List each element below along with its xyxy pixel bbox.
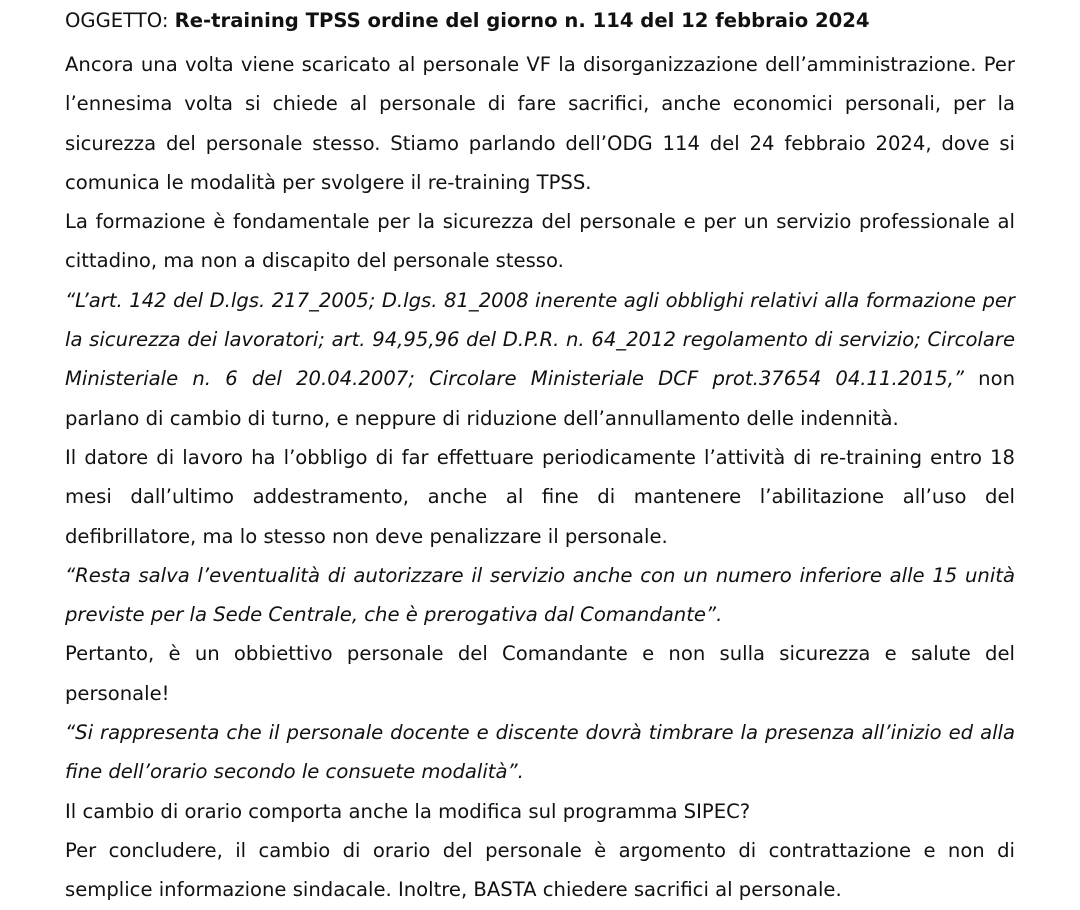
quote-commander: “Resta salva l’eventualità di autorizzare il servizio anche con un numero inferiore alle 15 unità previste per la Sede Centrale, che è prerogativa dal Comandante”. bbox=[65, 563, 1015, 627]
paragraph-therefore: Pertanto, è un obbiettivo personale del Comandante e non sulla sicurezza e salute del personale! bbox=[65, 642, 1015, 705]
subject-line bbox=[65, 6, 1015, 36]
paragraph-training: La formazione è fondamentale per la sicurezza del personale e per un servizio professionale al cittadino, ma non a discapito del personale stesso. bbox=[65, 210, 1015, 273]
paragraph-legal-references bbox=[65, 281, 1015, 438]
legal-quote-tail: non parlano di cambio di turno, e neppure di riduzione dell’annullamento delle indennità. bbox=[65, 367, 1015, 430]
paragraph-sipec: Il cambio di orario comporta anche la modifica sul programma SIPEC? bbox=[65, 799, 751, 823]
paragraph-employer: Il datore di lavoro ha l’obbligo di far effettuare periodicamente l’attività di re-training entro 18 mesi dall’ultimo addestramento, anche al fine di mantenere l’abilitazione all’uso del defibrillatore, ma lo stesso non deve penalizzare il personale. bbox=[65, 445, 1015, 548]
legal-quote: “L’art. 142 del D.lgs. 217_2005; D.lgs. 81_2008 inerente agli obblighi relativi alla formazione per la sicurezza dei lavoratori; art. 94,95,96 del D.P.R. n. 64_2012 regolamento di servizio; Circolare Ministeriale n. 6 del 20.04.2007; Circolare Ministeriale DCF prot.37654 04.11.2015,” bbox=[65, 288, 1015, 391]
subject-label: OGGETTO: bbox=[65, 9, 175, 32]
paragraph-conclusion: Per concludere, il cambio di orario del personale è argomento di contrattazione e non di semplice informazione sindacale. Inoltre, BASTA chiedere sacrifici al personale. bbox=[65, 838, 1015, 902]
subject-title: Re-training TPSS ordine del giorno n. 114 del 12 febbraio 2024 bbox=[174, 9, 870, 32]
document-body bbox=[65, 6, 1015, 910]
paragraph-intro: Ancora una volta viene scaricato al personale VF la disorganizzazione dell’amministrazione. Per l’ennesima volta si chiede al personale di fare sacrifici, anche economici personali, per la sicurezza del personale stesso. Stiamo parlando dell’ODG 114 del 24 febbraio 2024, dove si comunica le modalità per svolgere il re-training TPSS. bbox=[65, 53, 1015, 194]
quote-attendance: “Si rappresenta che il personale docente e discente dovrà timbrare la presenza all’inizio ed alla fine dell’orario secondo le consuete modalità”. bbox=[65, 721, 1015, 784]
